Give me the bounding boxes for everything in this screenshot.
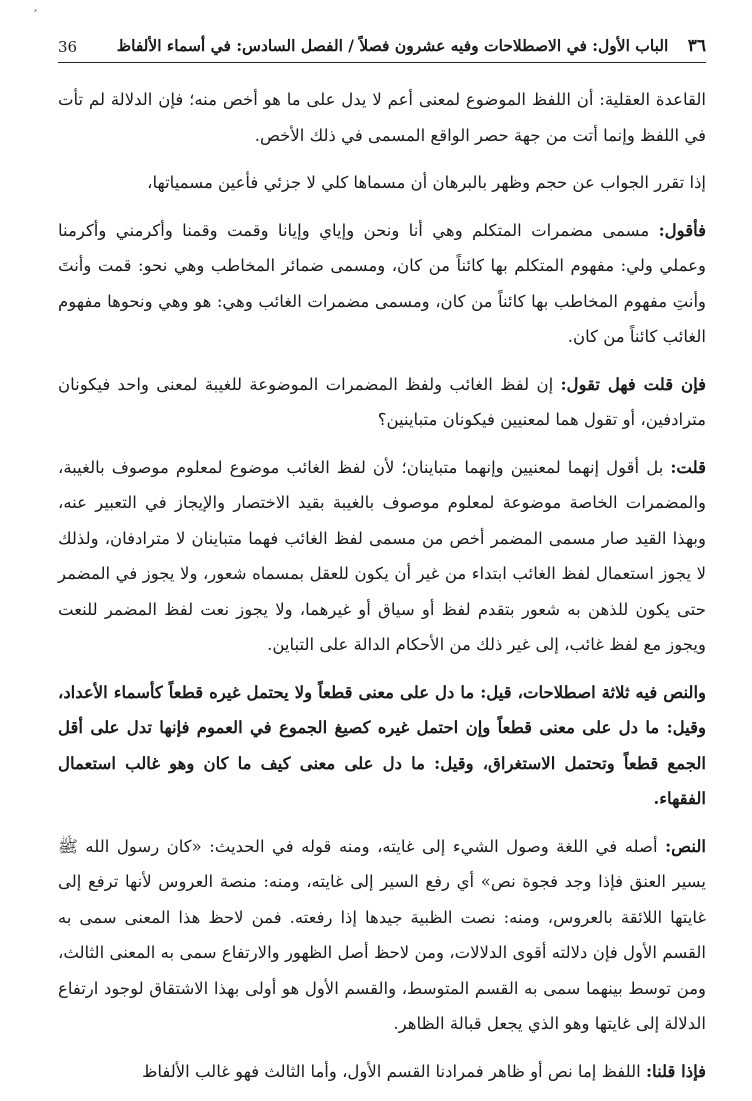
paragraph (58, 450, 706, 663)
paragraph-lead: قلت: (670, 457, 706, 477)
running-header (58, 34, 706, 63)
body-text (58, 82, 706, 1101)
page-number: 36 (58, 38, 78, 56)
page-number-arabic: ٣٦ (687, 36, 706, 56)
margin-mark: ′ (34, 8, 38, 24)
paragraph-text: اللفظ إما نص أو ظاهر فمرادنا القسم الأول، وأما الثالث فهو غالب الألفاظ (142, 1061, 646, 1081)
paragraph-text: والنص فيه ثلاثة اصطلاحات، قيل: ما دل على معنى قطعاً ولا يحتمل غيره قطعاً كأسماء الأعداد، وقيل: ما دل على معنى قطعاً وإن احتمل غيره كصيغ الجموع في العموم فإنها تدل على أقل الجمع قطعاً وتحتمل الاستغراق، وقيل: ما دل على معنى كيف ما كان وهو غالب استعمال الفقهاء. (58, 682, 706, 808)
paragraph-text: إن لفظ الغائب ولفظ المضمرات الموضوعة للغيبة لمعنى واحد فيكونان مترادفين، أو تقول هما لمعنيين فيكونان متباينين؟ (58, 374, 706, 429)
paragraph (58, 165, 706, 201)
paragraph-lead: فإذا قلنا: (645, 1061, 706, 1081)
paragraph (58, 829, 706, 1042)
paragraph-text: القاعدة العقلية: أن اللفظ الموضوع لمعنى أعم لا يدل على ما هو أخص منه؛ فإن الدلالة لم تأت في اللفظ وإنما أتت من جهة حصر الواقع المسمى في ذلك الأخص. (58, 90, 706, 145)
paragraph (58, 82, 706, 153)
paragraph-text: أصله في اللغة وصول الشيء إلى غايته، ومنه قوله في الحديث: «كان رسول الله ﷺ يسير العنق فإذا وجد فجوة نص» أي رفع السير إلى غايته، ومنه: منصة العروس لأنها ترفع إلى غايتها اللائقة بالعروس، ومنه: نصت الظبية جيدها إذا رفعته. فمن لاحظ هذا المعنى سمى به القسم الأول فإن دلالته أقوى الدلالات، ومن لاحظ أصل الظهور والارتفاع سمى به المعنى الثالث، ومن توسط بينهما سمى به القسم المتوسط، والقسم الأول هو أولى بهذا الاشتقاق لوجود ارتفاع الدلالة إلى غايتها وهو الذي يجعل قبالة الظاهر. (58, 836, 706, 1033)
paragraph (58, 675, 706, 817)
paragraph-text: بل أقول إنهما لمعنيين وإنهما متباينان؛ لأن لفظ الغائب موضوع لمعلوم موصوف بالغيبة، والمضمرات الخاصة موضوعة لمعلوم موصوف بالغيبة بقيد الاختصار والإيجاز في التعبير عنه، وبهذا القيد صار مسمى المضمر أخص من مسمى لفظ الغائب فهما متباينان لا مترادفان، ولذلك لا يجوز استعمال لفظ الغائب ابتداء من غير أن يكون للعقل بمسماه شعور، ولا يجوز في المضمر حتى يكون للذهن به شعور بتقدم لفظ أو سياق أو غيرهما، ولا يجوز نعت لفظ المضمر للنعت ويجوز مع لفظ غائب، إلى غير ذلك من الأحكام الدالة على التباين. (58, 457, 706, 654)
paragraph-lead: فأقول: (658, 220, 706, 240)
paragraph-text: مسمى مضمرات المتكلم وهي أنا ونحن وإياي وإيانا وقمت وقمنا وأكرمني وأكرمنا وعملي ولي: مفهوم المتكلم بها كائناً من كان، ومسمى ضمائر المخاطب وهي نحو: قمت وأنتَ وأنتِ مفهوم المخاطب بها كائناً من كان، ومسمى مضمرات الغائب وهي: هو وهي ونحوها مفهوم الغائب كائناً من كان. (58, 220, 706, 346)
page (58, 0, 706, 1081)
paragraph (58, 367, 706, 438)
chapter-section-title: الباب الأول: في الاصطلاحات وفيه عشرون فصلاً / الفصل السادس: في أسماء الألفاظ (116, 36, 669, 55)
paragraph (58, 213, 706, 355)
paragraph-lead: فإن قلت فهل تقول: (560, 374, 706, 394)
paragraph-lead: النص: (665, 836, 706, 856)
paragraph (58, 1054, 706, 1090)
paragraph-text: إذا تقرر الجواب عن حجم وظهر بالبرهان أن مسماها كلي لا جزئي فأعين مسمياتها، (147, 173, 706, 192)
header-title-line (117, 36, 706, 56)
